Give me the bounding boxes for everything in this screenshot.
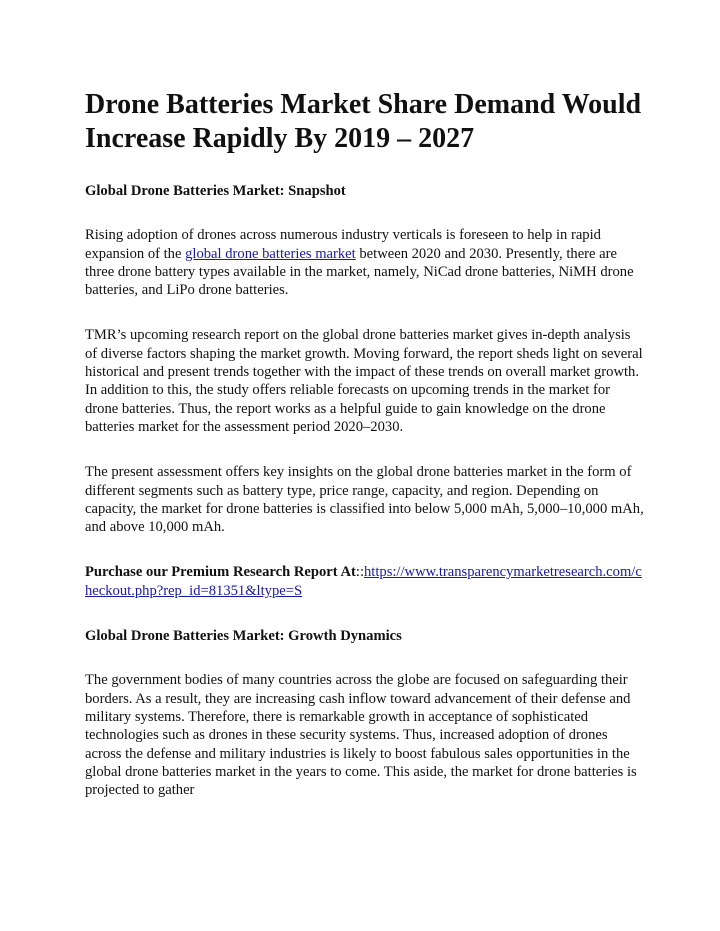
growth-heading: Global Drone Batteries Market: Growth Dynamics bbox=[85, 628, 402, 645]
purchase-link[interactable]: https://www.transparencymarketresearch.com/checkout.php?rep_id=81351&ltype=S bbox=[85, 564, 642, 599]
growth-paragraph: The government bodies of many countries across the globe are focused on safeguarding their borders. As a result, they are increasing cash inflow toward advancement of their defense and military systems. Therefore, there is remarkable growth in acceptance of sophisticated technologies such as drones in these security systems. Thus, increased adoption of drones across the defense and military industries is likely to boost fabulous sales opportunities in the global drone batteries market in the years to come. This aside, the market for drone batteries is projected to gather bbox=[85, 672, 637, 799]
market-link[interactable]: global drone batteries market bbox=[185, 245, 356, 262]
page-title: Drone Batteries Market Share Demand Would Increase Rapidly By 2019 – 2027 bbox=[85, 89, 642, 154]
segments-paragraph: The present assessment offers key insights on the global drone batteries market in the form of different segments such as battery type, price range, capacity, and region. Depending on capacity, the market for drone batteries is classified into below 5,000 mAh, 5,000–10,000 mAh, and above 10,000 mAh. bbox=[85, 464, 644, 536]
intro-text-end: between 2020 and 2030. Presently, there are three drone battery types available in the market, namely, NiCad drone batteries, NiMH drone batteries, and LiPo drone batteries. bbox=[85, 245, 634, 299]
purchase-paragraph bbox=[85, 563, 645, 600]
purchase-separator: :: bbox=[355, 564, 364, 581]
report-overview-paragraph: TMR’s upcoming research report on the global drone batteries market gives in-depth analysis of diverse factors shaping the market growth. Moving forward, the report sheds light on several historical and present trends together with the impact of these trends on overall market growth. In addition to this, the study offers reliable forecasts on upcoming trends in the market for drone batteries. Thus, the report works as a helpful guide to gain knowledge on the drone batteries market for the assessment period 2020–2030. bbox=[85, 327, 643, 435]
purchase-label: Purchase our Premium Research Report At bbox=[85, 564, 356, 581]
intro-text-start: Rising adoption of drones across numerous industry verticals is foreseen to help in rapid expansion of the bbox=[85, 227, 601, 262]
snapshot-heading: Global Drone Batteries Market: Snapshot bbox=[85, 183, 346, 199]
intro-paragraph bbox=[85, 226, 645, 299]
document-page bbox=[85, 88, 645, 799]
